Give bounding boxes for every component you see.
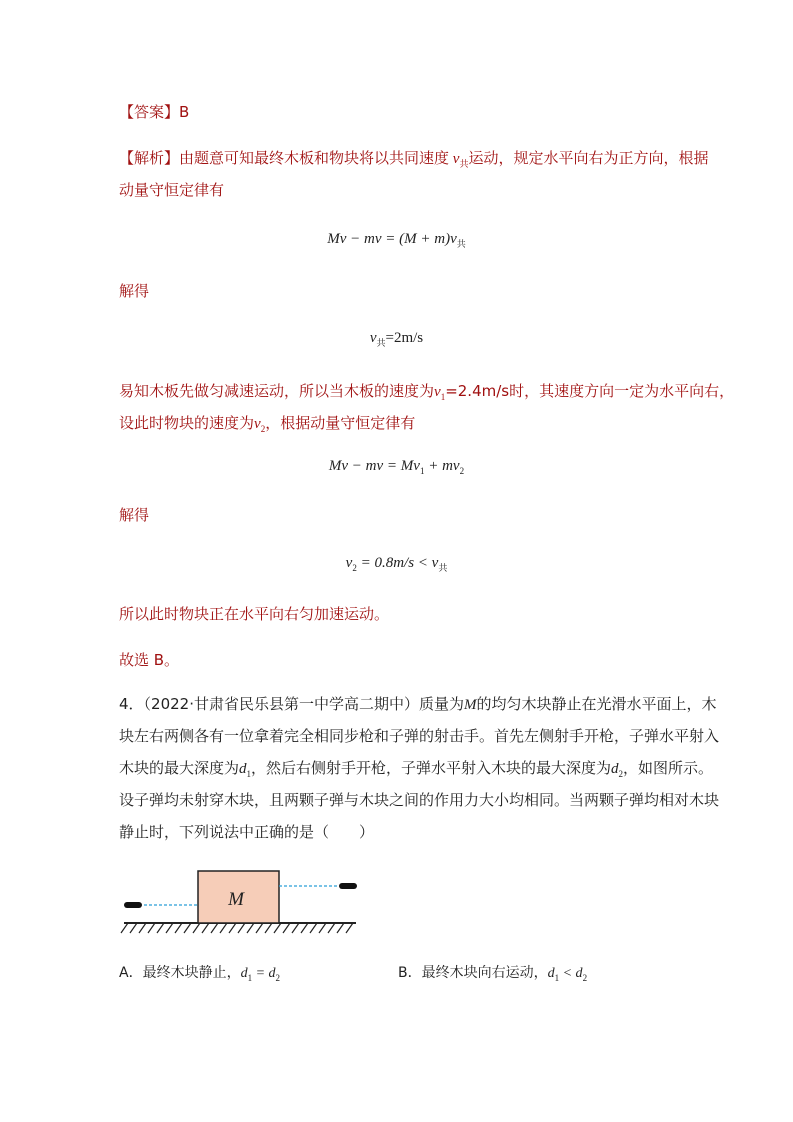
question-line-3: 木块的最大深度为$d_1$，然后右侧射手开枪，子弹水平射入木块的最大深度为$d_2$，如图所示。 [119, 759, 714, 779]
question-line-1: 4．（2022·甘肃省民乐县第一中学高二期中）质量为M的均匀木块静止在光滑水平面上，木 [119, 695, 717, 713]
question-line-4: 设子弹均未射穿木块，且两颗子弹与木块之间的作用力大小均相同。当两颗子弹均相对木块 [119, 791, 720, 809]
question-line-5: 静止时，下列说法中正确的是（ ） [119, 823, 375, 841]
right-bullet [339, 883, 357, 889]
analysis-text-1a: 由题意可知最终木板和物块将以共同速度 [179, 149, 450, 167]
solve-label-1: 解得 [119, 282, 150, 300]
conclusion: 所以此时物块正在水平向右匀加速运动。 [119, 605, 390, 623]
block-bullets-figure [118, 862, 363, 940]
analysis-label: 【解析】 [119, 149, 180, 167]
equation-1: Mv − mv = $(M + m)v_共$ [327, 231, 466, 249]
option-a[interactable]: A．最终木块静止，$d_1 = d_2$ [119, 965, 281, 983]
analysis-text-1b: 运动，规定水平向右为正方向，根据 [468, 149, 709, 167]
equation-3: Mv − mv = $Mv_1 + mv_2$ [328, 458, 465, 476]
analysis-line-3: 易知木板先做匀减速运动，所以当木板的速度为$v_1=2.4m/s$时，其速度方向一定为水平向右， [119, 382, 735, 402]
choose-answer: 故选 B。 [119, 651, 180, 669]
analysis-line-2: 动量守恒定律有 [119, 181, 225, 199]
analysis-line-4: 设此时物块的速度为$v_2$，根据动量守恒定律有 [119, 414, 416, 434]
v1-symbol: $v_1$ [434, 384, 446, 402]
block-label: M [228, 889, 244, 910]
ground-hatching [121, 923, 353, 933]
v-common: $v_共$ [452, 151, 469, 169]
v2-symbol: $v_2$ [254, 416, 266, 434]
answer-value: B [179, 103, 190, 121]
analysis-line-1 [119, 148, 708, 174]
left-bullet [124, 902, 142, 908]
answer-label: 【答案】 [119, 103, 180, 121]
question-line-2: 块左右两侧各有一位拿着完全相同步枪和子弹的射击手。首先左侧射手开枪，子弹水平射入 [119, 727, 720, 745]
answer-line [119, 102, 189, 122]
solve-label-2: 解得 [119, 506, 150, 524]
equation-4: $v_2 = 0.8m/s < v_共$ [345, 555, 448, 573]
equation-2: $v_共=2m/s$ [369, 330, 424, 348]
option-b[interactable]: B．最终木块向右运动，$d_1 < d_2$ [398, 965, 588, 983]
